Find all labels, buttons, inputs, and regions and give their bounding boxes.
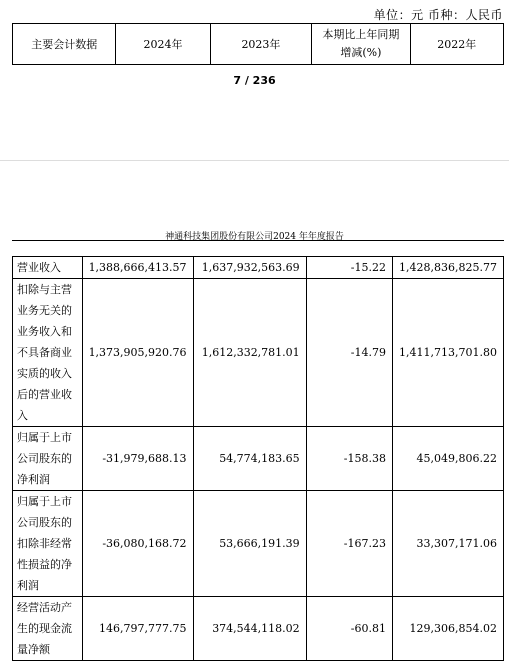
header-change-line1: 本期比上年同期	[322, 28, 400, 41]
value-2024: 1,373,905,920.76	[82, 279, 193, 427]
report-title: 神通科技集团股份有限公司2024 年年度报告	[165, 232, 344, 242]
value-change: -60.81	[306, 597, 392, 661]
row-label: 归属于上市公司股东的净利润	[13, 427, 83, 491]
table-row	[13, 257, 504, 279]
table-row	[13, 279, 504, 427]
table-row	[13, 597, 504, 661]
table-row	[13, 427, 504, 491]
row-label: 归属于上市公司股东的扣除非经常性损益的净利润	[13, 491, 83, 597]
value-change: -158.38	[306, 427, 392, 491]
header-2023: 2023年	[210, 24, 312, 65]
value-2023: 374,544,118.02	[193, 597, 306, 661]
page-number: 7 / 236	[233, 74, 276, 87]
value-2024: 146,797,777.75	[82, 597, 193, 661]
header-2022: 2022年	[410, 24, 503, 65]
value-2023: 1,637,932,563.69	[193, 257, 306, 279]
title-rule	[12, 240, 504, 241]
header-table	[12, 23, 504, 65]
header-account-data: 主要会计数据	[13, 24, 116, 65]
page-separator	[0, 160, 509, 161]
value-2024: 1,388,666,413.57	[82, 257, 193, 279]
header-change	[312, 24, 410, 65]
unit-currency-note: 单位：元 币种：人民币	[373, 8, 503, 22]
value-2023: 53,666,191.39	[193, 491, 306, 597]
row-label: 经营活动产生的现金流量净额	[13, 597, 83, 661]
header-change-line2: 增减(%)	[340, 46, 382, 59]
value-2022: 45,049,806.22	[393, 427, 504, 491]
value-2023: 1,612,332,781.01	[193, 279, 306, 427]
value-change: -15.22	[306, 257, 392, 279]
header-2024: 2024年	[116, 24, 210, 65]
row-label: 营业收入	[13, 257, 83, 279]
value-change: -167.23	[306, 491, 392, 597]
value-2023: 54,774,183.65	[193, 427, 306, 491]
table-row	[13, 491, 504, 597]
row-label: 扣除与主营业务无关的业务收入和不具备商业实质的收入后的营业收入	[13, 279, 83, 427]
value-change: -14.79	[306, 279, 392, 427]
financial-data-table	[12, 256, 504, 661]
value-2022: 1,428,836,825.77	[393, 257, 504, 279]
value-2022: 1,411,713,701.80	[393, 279, 504, 427]
value-2022: 129,306,854.02	[393, 597, 504, 661]
value-2022: 33,307,171.06	[393, 491, 504, 597]
value-2024: -31,979,688.13	[82, 427, 193, 491]
value-2024: -36,080,168.72	[82, 491, 193, 597]
